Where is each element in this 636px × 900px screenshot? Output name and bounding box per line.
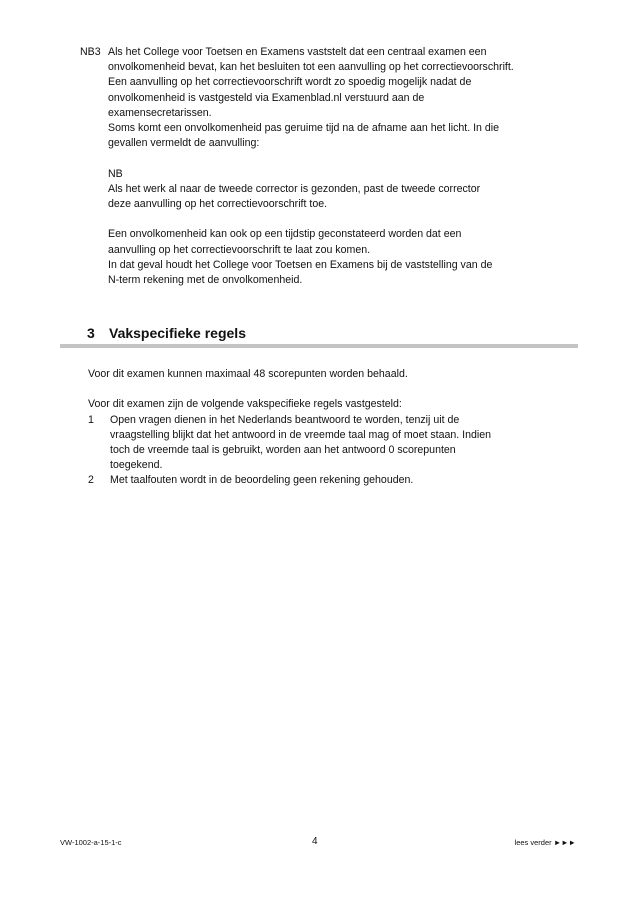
nb3-line: aanvulling op het correctievoorschrift te laat zou komen. (108, 243, 371, 256)
section-divider (60, 344, 578, 348)
nb-label: NB (108, 167, 123, 180)
nb3-line: Een aanvulling op het correctievoorschrift wordt zo spoedig mogelijk nadat de (108, 76, 472, 89)
nb3-line: deze aanvulling op het correctievoorschrift toe. (108, 198, 328, 211)
nb3-line: Als het College voor Toetsen en Examens vaststelt dat een centraal examen een (108, 46, 487, 58)
footer-code: VW-1002-a-15-1-c (60, 838, 122, 847)
rule-item (88, 473, 598, 488)
rule-number: 1 (88, 413, 94, 426)
nb3-line: onvolkomenheid is vastgesteld via Examenblad.nl verstuurd aan de (108, 91, 425, 104)
rule-item (88, 413, 598, 474)
section-number: 3 (87, 325, 95, 341)
section-body (88, 367, 598, 489)
section-heading (87, 325, 246, 341)
nb3-line: Soms komt een onvolkomenheid pas geruime tijd na de afname aan het licht. In die (108, 122, 500, 135)
section-intro: Voor dit examen kunnen maximaal 48 scorepunten worden behaald. (88, 368, 408, 380)
nb3-label: NB3 (80, 46, 101, 58)
nb3-line: N-term rekening met de onvolkomenheid. (108, 274, 303, 287)
rule-line: toch de vreemde taal is gebruikt, worden aan het antwoord 0 scorepunten (110, 444, 456, 456)
rule-line: toegekend. (110, 459, 163, 472)
nb3-line: onvolkomenheid bevat, kan het besluiten tot een aanvulling op het correctievoorschrift. (108, 61, 514, 74)
page-number: 4 (312, 836, 318, 847)
nb3-line: gevallen vermeldt de aanvulling: (108, 137, 260, 150)
nb3-block (80, 45, 600, 288)
nb3-line: Een onvolkomenheid kan ook op een tijdstip geconstateerd worden dat een (108, 228, 462, 241)
rule-line: vraagstelling blijkt dat het antwoord in de vreemde taal mag of moet staan. Indien (110, 428, 492, 441)
rule-line: Open vragen dienen in het Nederlands beantwoord te worden, tenzij uit de (110, 413, 460, 426)
nb3-line: examensecretarissen. (108, 106, 212, 119)
rule-number: 2 (88, 474, 94, 487)
rules-intro: Voor dit examen zijn de volgende vakspecifieke regels vastgesteld: (88, 398, 402, 411)
nb3-line: In dat geval houdt het College voor Toetsen en Examens bij de vaststelling van de (108, 258, 493, 271)
footer-next: lees verder ►►► (514, 838, 576, 847)
rule-line: Met taalfouten wordt in de beoordeling geen rekening gehouden. (110, 474, 414, 487)
section-title: Vakspecifieke regels (109, 325, 246, 341)
nb3-line: Als het werk al naar de tweede corrector is gezonden, past de tweede corrector (108, 182, 481, 195)
